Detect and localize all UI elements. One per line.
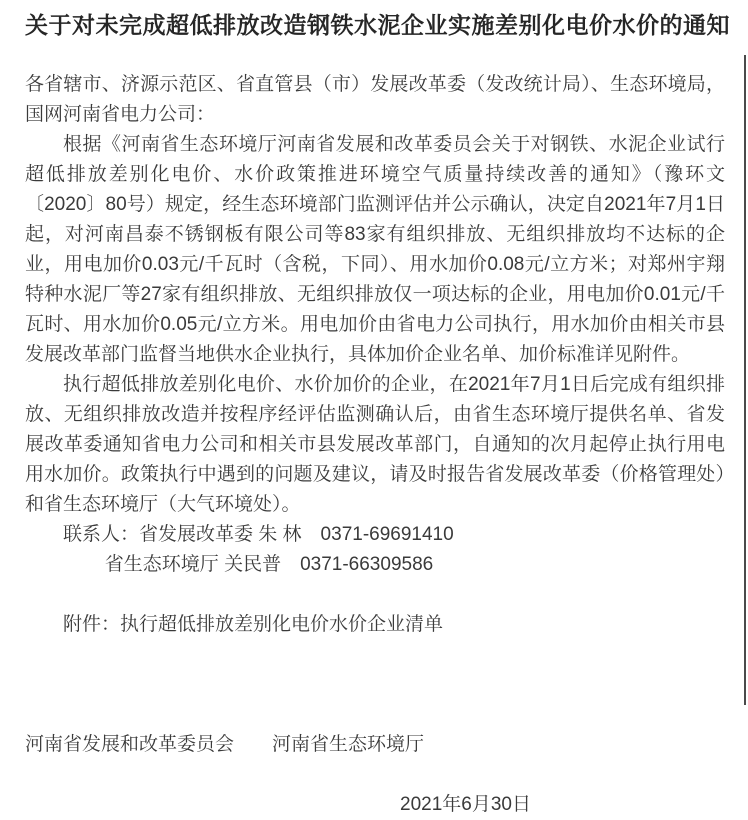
page-title: 关于对未完成超低排放改造钢铁水泥企业实施差别化电价水价的通知 — [25, 12, 730, 38]
issuer-ecology-environment-department: 河南省生态环境厅 — [272, 734, 425, 755]
right-edge-border-line — [744, 55, 746, 705]
recipients-line: 各省辖市、济源示范区、省直管县（市）发展改革委（发改统计局）、生态环境局，国网河南省电力公司： — [25, 74, 725, 125]
contact-line-ndrc: 联系人：省发展改革委 朱 林 0371-69691410 — [63, 524, 454, 545]
paragraph-execution-rules: 执行超低排放差别化电价、水价加价的企业，在2021年7月1日后完成有组织排放、无组织排放改造并按程序经评估监测确认后，由省生态环境厅提供名单、省发展改革委通知省电力公司和相关市县发展改革部门，自通知的次月起停止执行用电用水加价。政策执行中遇到的问题及建议，请及时报告省发展改革委（价格管理处）和省生态环境厅（大气环境处）。 — [25, 374, 725, 515]
attachment-line: 附件：执行超低排放差别化电价水价企业清单 — [63, 614, 444, 635]
issuer-development-reform-commission: 河南省发展和改革委员会 — [25, 734, 235, 755]
paragraph-pricing-basis: 根据《河南省生态环境厅河南省发展和改革委员会关于对钢铁、水泥企业试行超低排放差别化电价、水价政策推进环境空气质量持续改善的通知》（豫环文〔2020〕80号）规定，经生态环境部门监测评估并公示确认，决定自2021年7月1日起，对河南昌泰不锈钢板有限公司等83家有组织排放、无组织排放均不达标的企业，用电加价0.03元/千瓦时（含税，下同）、用水加价0.08元/立方米；对郑州宇翔特种水泥厂等27家有组织排放、无组织排放仅一项达标的企业，用电加价0.01元/千瓦时、用水加价0.05元/立方米。用电加价由省电力公司执行，用水加价由相关市县发展改革部门监督当地供水企业执行，具体加价企业名单、加价标准详见附件。 — [25, 134, 725, 365]
date-line: 2021年6月30日 — [400, 794, 531, 815]
contact-line-ecology: 省生态环境厅 关民普 0371-66309586 — [104, 554, 434, 575]
signature-line — [25, 730, 725, 760]
